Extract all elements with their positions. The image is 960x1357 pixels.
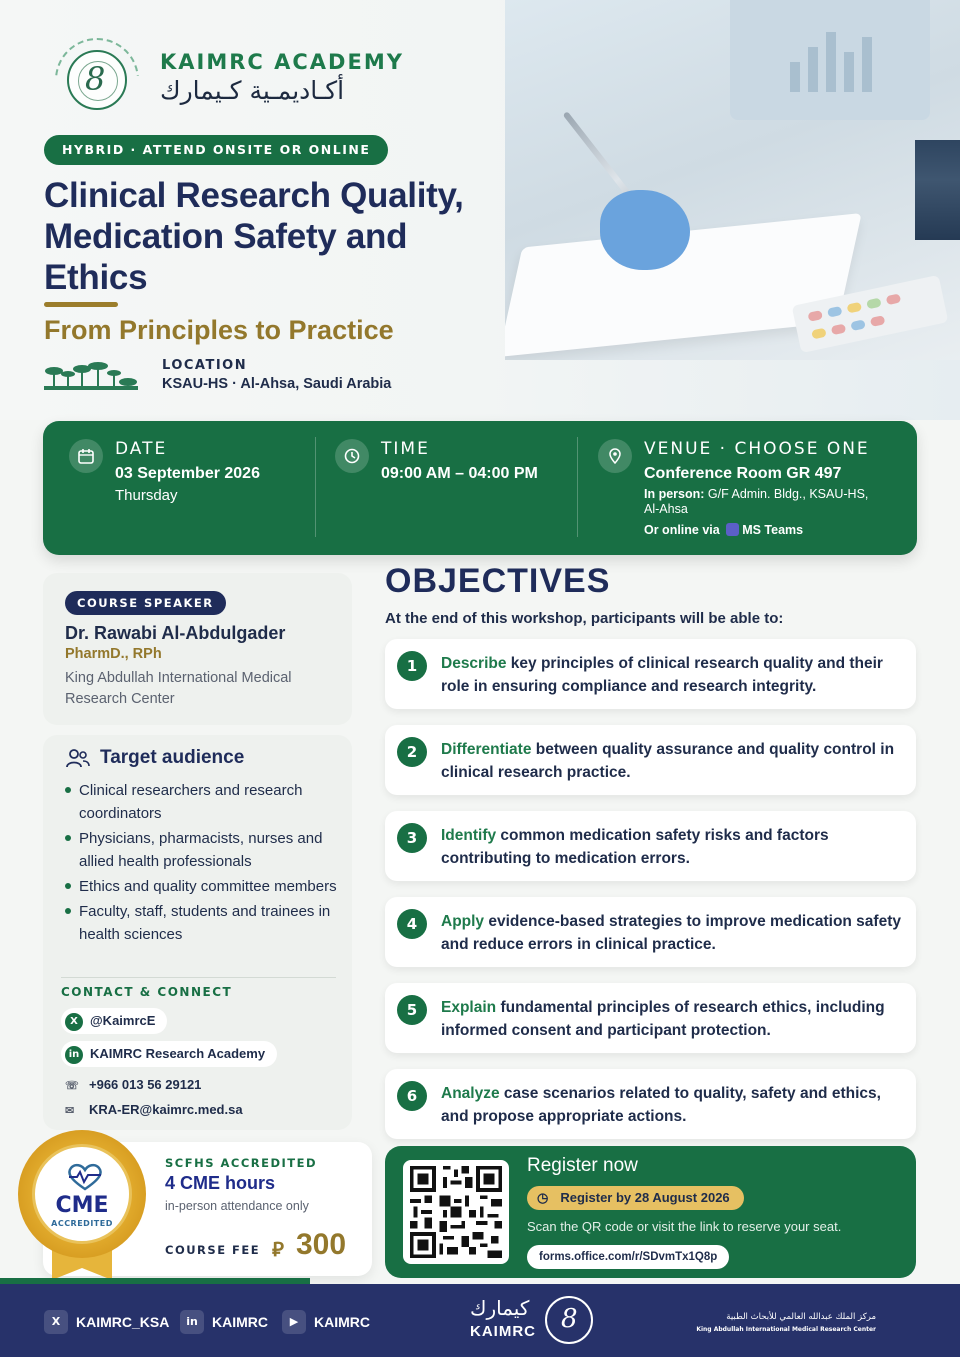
email-link[interactable]: ✉ KRA-ER@kaimrc.med.sa [65,1102,243,1117]
ms-teams-icon [726,523,739,536]
audience-card [43,735,352,1130]
objective-card [385,811,916,881]
palm-trees-icon [44,362,138,392]
objective-card [385,897,916,967]
objective-card [385,983,916,1053]
objective-text: Apply evidence-based strategies to improve medication safety and reduce errors in clinical practice. [441,913,901,953]
venue-in-person: In person: G/F Admin. Bldg., KSAU-HS, Al-Ahsa [644,487,869,516]
phone-icon: ☏ [65,1080,79,1092]
objective-number: 3 [397,823,427,853]
kaimrc-emblem-icon: 8 [545,1296,593,1344]
divider [61,977,336,978]
objective-number: 5 [397,995,427,1025]
event-info-strip [43,421,917,555]
objective-text: Describe key principles of clinical research quality and their role in ensuring compliance and research integrity. [441,655,883,695]
linkedin-icon: in [65,1046,83,1064]
riyal-symbol: ⃁ [272,1237,284,1261]
audience-item: Ethics and quality committee members [65,875,345,898]
hero-photo [505,0,960,360]
venue-value: Conference Room GR 497 [644,465,842,482]
x-icon: X [65,1013,83,1031]
objective-card [385,639,916,709]
location-pin-icon [598,439,632,473]
objective-card [385,725,916,795]
phone-link[interactable]: ☏ +966 013 56 29121 [65,1077,202,1092]
register-note: Scan the QR code or visit the link to reserve your seat. [527,1219,842,1234]
linkedin-link[interactable]: in KAIMRC Research Academy [61,1041,277,1067]
fee-value: 300 [296,1228,347,1261]
heart-pulse-icon [65,1163,105,1191]
objective-text: Analyze case scenarios related to quality, safety and ethics, and propose appropriate actions. [441,1085,881,1125]
cme-accredited-badge [18,1130,146,1280]
x-icon: X [44,1310,68,1334]
objective-text: Differentiate between quality assurance and quality control in clinical research practice. [441,741,895,781]
footer-org-en: King Abdullah International Medical Research Center [696,1326,876,1333]
audience-title: Target audience [100,747,245,768]
register-title: Register now [527,1155,638,1176]
location-value: KSAU-HS · Al-Ahsa, Saudi Arabia [162,376,392,392]
venue-label: VENUE · CHOOSE ONE [644,439,870,459]
page-subtitle: From Principles to Practice [44,315,394,345]
footer-x-link[interactable]: X KAIMRC_KSA [44,1310,169,1334]
footer-org-ar: مركز الملك عبدالله العالمي للأبحاث الطبية [726,1312,876,1322]
register-card [385,1146,916,1278]
register-link[interactable]: forms.office.com/r/SDvmTx1Q8p [527,1245,729,1269]
info-divider [577,437,578,537]
speaker-name: Dr. Rawabi Al-Abdulgader [65,623,286,643]
footer [0,1284,960,1357]
calendar-icon [69,439,103,473]
brand-name-en: KAIMRC ACADEMY [160,50,404,74]
date-day: Thursday [115,487,178,504]
speaker-card [43,573,352,725]
objectives-title: OBJECTIVES [385,562,611,600]
brand-name-ar: أكـاديمـية كـيمارك [160,76,345,105]
cme-hours: 4 CME hours [165,1173,276,1193]
title-underline [44,302,118,307]
objective-number: 4 [397,909,427,939]
youtube-icon: ▶ [282,1310,306,1334]
mail-icon: ✉ [65,1105,75,1117]
badge-accredited-text: ACCREDITED [51,1219,113,1228]
x-handle-link[interactable]: X @KaimrcE [61,1008,167,1034]
clock-icon [335,439,369,473]
books-shape [915,140,960,240]
clock-icon: ◷ [537,1190,549,1205]
time-value: 09:00 AM – 04:00 PM [381,465,538,482]
register-deadline: ◷ Register by 28 August 2026 [527,1186,744,1210]
registration-qr-code[interactable] [403,1160,509,1264]
audience-item: Clinical researchers and research coordinators [65,779,345,825]
footer-youtube-link[interactable]: ▶ KAIMRC [282,1310,370,1334]
audience-item: Physicians, pharmacists, nurses and allied health professionals [65,827,345,873]
audience-list [65,779,345,948]
objective-number: 2 [397,737,427,767]
footer-logo-en: KAIMRC [470,1323,536,1340]
speaker-credentials: PharmD., RPh [65,646,162,662]
objective-text: Identify common medication safety risks and factors contributing to medication errors. [441,827,829,867]
info-divider [315,437,316,537]
cme-note: in-person attendance only [165,1199,309,1213]
date-label: DATE [115,439,168,459]
speaker-organization: King Abdullah International Medical Research Center [65,670,292,707]
objective-text: Explain fundamental principles of research ethics, including informed consent and participant protection. [441,999,885,1039]
objective-number: 1 [397,651,427,681]
kaimrc-academy-logo: 8 [55,38,139,122]
objective-card [385,1069,916,1139]
badge-cme-text: CME [55,1193,109,1218]
contact-label: CONTACT & CONNECT [61,985,233,999]
linkedin-icon: in [180,1310,204,1334]
venue-online: Or online via MS Teams [644,523,804,537]
objective-number: 6 [397,1081,427,1111]
people-icon [65,747,91,769]
scfhs-accredited: SCFHS ACCREDITED [165,1156,318,1170]
audience-item: Faculty, staff, students and trainees in health sciences [65,900,345,946]
fee-label: COURSE FEE [165,1243,261,1257]
footer-linkedin-link[interactable]: in KAIMRC [180,1310,268,1334]
footer-logo-ar: كيمارك [470,1296,530,1320]
objectives-intro: At the end of this workshop, participants will be able to: [385,610,784,627]
qr-code-icon [409,1166,503,1258]
speaker-label: COURSE SPEAKER [65,591,226,615]
location-label: LOCATION [162,358,248,373]
date-value: 03 September 2026 [115,465,260,482]
glove-shape [600,190,690,270]
time-label: TIME [381,439,430,459]
monitor-shape [730,0,930,120]
mode-badge: HYBRID · ATTEND ONSITE OR ONLINE [44,135,388,165]
page-title: Clinical Research Quality, Medication Safety and Ethics [44,176,464,297]
